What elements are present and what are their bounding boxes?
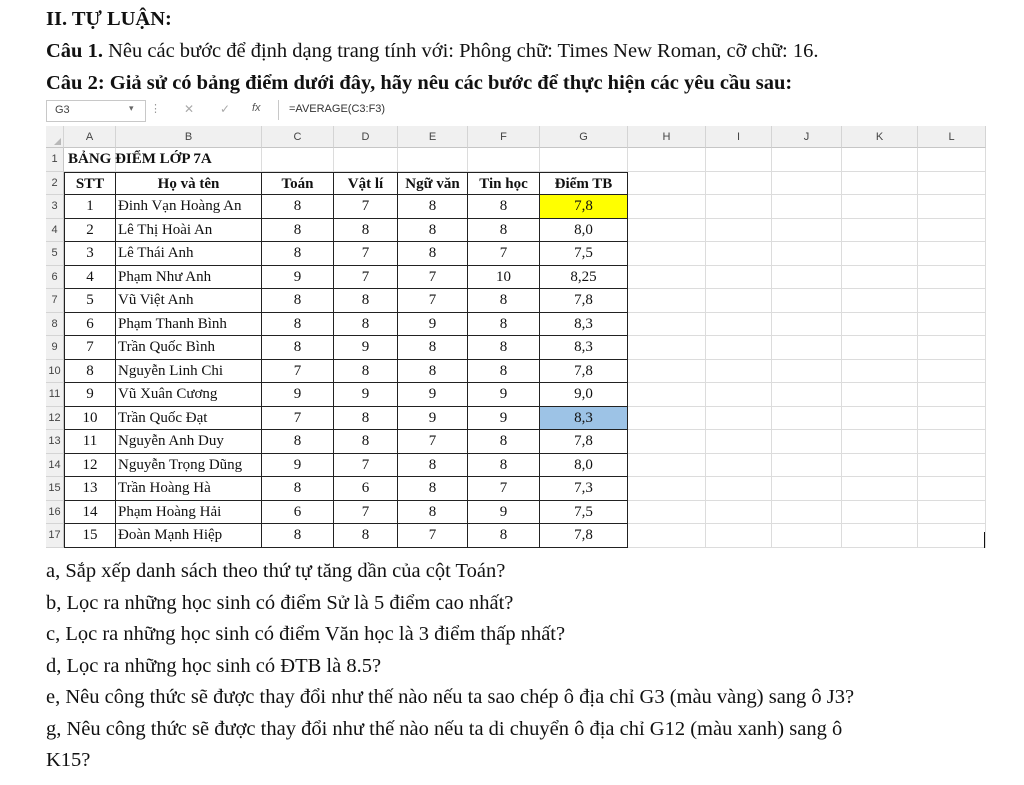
table-cell[interactable]: 13 (64, 477, 116, 501)
row-header[interactable]: 7 (46, 289, 64, 313)
table-cell[interactable]: 8 (468, 430, 540, 454)
grid-cell[interactable] (628, 407, 706, 431)
grid-cell[interactable] (706, 336, 772, 360)
average-cell[interactable]: 7,5 (540, 501, 628, 525)
table-cell[interactable]: Phạm Thanh Bình (116, 313, 262, 337)
average-cell[interactable]: 8,0 (540, 219, 628, 243)
row-header[interactable]: 17 (46, 524, 64, 548)
average-cell[interactable]: 7,3 (540, 477, 628, 501)
grid-cell[interactable] (842, 477, 918, 501)
grip-icon: ⋮ (150, 103, 161, 115)
row-header[interactable]: 2 (46, 172, 64, 196)
grid-cell[interactable] (468, 148, 540, 172)
table-cell[interactable]: 9 (468, 383, 540, 407)
table-cell[interactable]: Nguyễn Trọng Dũng (116, 454, 262, 478)
table-cell[interactable]: 8 (334, 219, 398, 243)
table-cell[interactable]: 6 (262, 501, 334, 525)
grid-cell[interactable] (628, 383, 706, 407)
table-cell[interactable]: 9 (398, 313, 468, 337)
question-1-text: Nêu các bước để định dạng trang tính với: Phông chữ: Times New Roman, cỡ chữ: 16. (102, 40, 819, 62)
table-cell[interactable]: 8 (334, 360, 398, 384)
table-cell[interactable]: 8 (334, 524, 398, 548)
grid-cell[interactable] (772, 266, 842, 290)
grid-cell[interactable] (628, 266, 706, 290)
table-cell[interactable]: Đoàn Mạnh Hiệp (116, 524, 262, 548)
row-header[interactable]: 5 (46, 242, 64, 266)
table-cell[interactable]: Lê Thị Hoài An (116, 219, 262, 243)
grid-cell[interactable] (918, 313, 986, 337)
grid-cell[interactable] (706, 454, 772, 478)
grid-cell[interactable] (842, 313, 918, 337)
table-cell[interactable]: 8 (398, 195, 468, 219)
table-cell[interactable]: Vũ Việt Anh (116, 289, 262, 313)
table-cell[interactable]: 8 (398, 336, 468, 360)
table-cell[interactable]: 8 (468, 219, 540, 243)
average-cell[interactable]: 9,0 (540, 383, 628, 407)
table-cell[interactable]: 7 (334, 242, 398, 266)
grid-cell[interactable] (628, 242, 706, 266)
grid-cell[interactable] (540, 148, 628, 172)
table-cell[interactable]: 11 (64, 430, 116, 454)
column-header-h[interactable]: H (628, 126, 706, 148)
table-cell[interactable]: 8 (262, 313, 334, 337)
grid-cell[interactable] (918, 219, 986, 243)
table-cell[interactable]: 8 (398, 477, 468, 501)
table-cell[interactable]: 10 (468, 266, 540, 290)
table-cell[interactable]: 1 (64, 195, 116, 219)
table-cell[interactable]: Nguyễn Anh Duy (116, 430, 262, 454)
table-cell[interactable]: 8 (262, 219, 334, 243)
table-cell[interactable]: 9 (262, 454, 334, 478)
grid-cell[interactable] (918, 289, 986, 313)
table-cell[interactable]: 7 (398, 289, 468, 313)
table-cell[interactable]: 8 (64, 360, 116, 384)
table-cell[interactable]: 14 (64, 501, 116, 525)
table-header-cell[interactable]: Họ và tên (116, 172, 262, 196)
table-cell[interactable]: 8 (468, 195, 540, 219)
grid-cell[interactable] (706, 219, 772, 243)
grid-cell[interactable] (842, 195, 918, 219)
grid-cell[interactable] (628, 219, 706, 243)
question-item: K15? (46, 749, 91, 771)
grid-cell[interactable] (842, 266, 918, 290)
table-cell[interactable]: 7 (398, 524, 468, 548)
table-cell[interactable]: 7 (398, 266, 468, 290)
average-cell[interactable]: 7,8 (540, 430, 628, 454)
table-cell[interactable]: Phạm Như Anh (116, 266, 262, 290)
average-cell[interactable]: 7,8 (540, 195, 628, 219)
grid-cell[interactable] (772, 407, 842, 431)
row-header[interactable]: 16 (46, 501, 64, 525)
question-item: g, Nêu công thức sẽ được thay đổi như thế nào nếu ta di chuyển ô địa chỉ G12 (màu xanh) sang ô (46, 717, 843, 740)
table-header-cell[interactable]: Ngữ văn (398, 172, 468, 196)
table-cell[interactable]: Đinh Vạn Hoàng An (116, 195, 262, 219)
table-cell[interactable]: 7 (262, 360, 334, 384)
grid-cell[interactable] (842, 360, 918, 384)
average-cell[interactable]: 8,0 (540, 454, 628, 478)
column-header-l[interactable]: L (918, 126, 986, 148)
column-header-d[interactable]: D (334, 126, 398, 148)
grid-cell[interactable] (918, 148, 986, 172)
table-cell[interactable]: 9 (64, 383, 116, 407)
table-cell[interactable]: 7 (262, 407, 334, 431)
table-cell[interactable]: 8 (334, 313, 398, 337)
grid-cell[interactable] (772, 454, 842, 478)
grid-cell[interactable] (772, 313, 842, 337)
grid-cell[interactable] (628, 148, 706, 172)
grid-cell[interactable] (842, 289, 918, 313)
grid-cell[interactable] (842, 501, 918, 525)
row-header[interactable]: 3 (46, 195, 64, 219)
average-cell[interactable]: 8,3 (540, 313, 628, 337)
select-all-corner[interactable] (46, 126, 64, 148)
grid-cell[interactable] (918, 360, 986, 384)
grid-cell[interactable] (706, 501, 772, 525)
table-cell[interactable]: 8 (398, 501, 468, 525)
grid-cell[interactable] (842, 242, 918, 266)
table-cell[interactable]: 8 (468, 454, 540, 478)
grid-cell[interactable] (842, 219, 918, 243)
grid-cell[interactable] (628, 195, 706, 219)
column-header-j[interactable]: J (772, 126, 842, 148)
grid-cell[interactable] (772, 336, 842, 360)
column-header-c[interactable]: C (262, 126, 334, 148)
table-cell[interactable]: 8 (262, 477, 334, 501)
grid-cell[interactable] (918, 383, 986, 407)
table-cell[interactable]: 7 (468, 242, 540, 266)
grid-cell[interactable] (706, 242, 772, 266)
row-header[interactable]: 15 (46, 477, 64, 501)
grid-cell[interactable] (918, 195, 986, 219)
grid-cell[interactable] (842, 430, 918, 454)
grid-cell[interactable] (706, 289, 772, 313)
grid-cell[interactable] (772, 360, 842, 384)
grid-cell[interactable] (842, 336, 918, 360)
table-cell[interactable]: 6 (64, 313, 116, 337)
grid-cell[interactable] (842, 148, 918, 172)
table-cell[interactable]: 8 (398, 242, 468, 266)
table-cell[interactable]: 6 (334, 477, 398, 501)
average-cell[interactable]: 7,8 (540, 289, 628, 313)
table-cell[interactable]: 9 (334, 383, 398, 407)
grid-cell[interactable] (628, 430, 706, 454)
table-cell[interactable]: Nguyễn Linh Chi (116, 360, 262, 384)
row-header[interactable]: 4 (46, 219, 64, 243)
table-cell[interactable]: 8 (262, 524, 334, 548)
table-cell[interactable]: 7 (398, 430, 468, 454)
grid-cell[interactable] (628, 289, 706, 313)
average-cell[interactable]: 7,8 (540, 360, 628, 384)
average-cell[interactable]: 8,25 (540, 266, 628, 290)
table-cell[interactable]: 8 (468, 360, 540, 384)
column-header-a[interactable]: A (64, 126, 116, 148)
grid-cell[interactable] (918, 454, 986, 478)
grid-cell[interactable] (628, 454, 706, 478)
section-heading: II. TỰ LUẬN: (46, 8, 172, 30)
cancel-icon[interactable]: ✕ (184, 102, 195, 116)
table-cell[interactable]: 10 (64, 407, 116, 431)
table-cell[interactable]: Trần Quốc Bình (116, 336, 262, 360)
grid-cell[interactable] (918, 501, 986, 525)
grid-cell[interactable] (706, 360, 772, 384)
table-cell[interactable]: 7 (334, 266, 398, 290)
grid-cell[interactable] (842, 407, 918, 431)
grid-cell[interactable] (628, 313, 706, 337)
column-header-e[interactable]: E (398, 126, 468, 148)
table-cell[interactable]: 8 (398, 454, 468, 478)
grid-cell[interactable] (842, 454, 918, 478)
table-cell[interactable]: 9 (398, 407, 468, 431)
grid-cell[interactable] (628, 477, 706, 501)
column-header-i[interactable]: I (706, 126, 772, 148)
question-item: b, Lọc ra những học sinh có điểm Sử là 5 điểm cao nhất? (46, 591, 514, 614)
grid-cell[interactable] (842, 524, 918, 548)
sheet-title: BẢNG ĐIỂM LỚP 7A (68, 151, 212, 167)
row-header[interactable]: 14 (46, 454, 64, 478)
table-cell[interactable]: 9 (262, 266, 334, 290)
table-cell[interactable]: 7 (64, 336, 116, 360)
grid-cell[interactable] (918, 477, 986, 501)
table-cell[interactable]: 7 (468, 477, 540, 501)
grid-cell[interactable] (706, 407, 772, 431)
select-all-icon (54, 138, 61, 145)
question-item: d, Lọc ra những học sinh có ĐTB là 8.5? (46, 654, 382, 677)
grid-cell[interactable] (772, 477, 842, 501)
grid-cell[interactable] (706, 172, 772, 196)
table-cell[interactable]: 2 (64, 219, 116, 243)
grid-cell[interactable] (918, 407, 986, 431)
table-cell[interactable]: 9 (262, 383, 334, 407)
row-header[interactable]: 8 (46, 313, 64, 337)
grid-cell[interactable] (918, 336, 986, 360)
table-cell[interactable]: 8 (468, 289, 540, 313)
table-cell[interactable]: 9 (398, 383, 468, 407)
grid-cell[interactable] (628, 524, 706, 548)
table-cell[interactable]: 7 (334, 501, 398, 525)
grid-cell[interactable] (628, 501, 706, 525)
table-cell[interactable]: 8 (262, 430, 334, 454)
table-cell[interactable]: 9 (468, 407, 540, 431)
table-cell[interactable]: 3 (64, 242, 116, 266)
grid-cell[interactable] (706, 383, 772, 407)
table-header-cell[interactable]: STT (64, 172, 116, 196)
table-header-cell[interactable]: Vật lí (334, 172, 398, 196)
table-cell[interactable]: 8 (262, 336, 334, 360)
table-cell[interactable]: 7 (334, 454, 398, 478)
name-box[interactable] (46, 100, 146, 122)
grid-cell[interactable] (706, 195, 772, 219)
question-item: e, Nêu công thức sẽ được thay đổi như thế nào nếu ta sao chép ô địa chỉ G3 (màu vàng) sang ô J3? (46, 686, 855, 708)
grid-cell[interactable] (628, 360, 706, 384)
column-header-g[interactable]: G (540, 126, 628, 148)
table-cell[interactable]: Phạm Hoàng Hải (116, 501, 262, 525)
name-box-value: G3 (55, 104, 70, 116)
chevron-down-icon[interactable]: ▾ (129, 103, 134, 113)
table-cell[interactable]: 8 (398, 219, 468, 243)
table-cell[interactable]: Lê Thái Anh (116, 242, 262, 266)
grid-cell[interactable] (772, 219, 842, 243)
question-item: a, Sắp xếp danh sách theo thứ tự tăng dần của cột Toán? (46, 560, 506, 582)
text-cursor (984, 532, 985, 548)
grid-cell[interactable] (772, 172, 842, 196)
grid-cell[interactable] (706, 266, 772, 290)
grid-cell[interactable] (706, 430, 772, 454)
table-header-cell[interactable]: Điểm TB (540, 172, 628, 196)
grid-cell[interactable] (772, 430, 842, 454)
grid-cell[interactable] (628, 172, 706, 196)
grid-cell[interactable] (706, 524, 772, 548)
table-cell[interactable]: 8 (398, 360, 468, 384)
table-cell[interactable]: 5 (64, 289, 116, 313)
formula-bar (46, 100, 982, 122)
table-cell[interactable]: 8 (468, 336, 540, 360)
table-cell[interactable]: 8 (468, 524, 540, 548)
grid-cell[interactable] (842, 383, 918, 407)
column-header-k[interactable]: K (842, 126, 918, 148)
row-header[interactable]: 1 (46, 148, 64, 172)
formula-text: =AVERAGE(C3:F3) (289, 103, 386, 115)
table-cell[interactable]: 15 (64, 524, 116, 548)
table-cell[interactable]: 9 (334, 336, 398, 360)
grid-cell[interactable] (706, 148, 772, 172)
grid-cell[interactable] (628, 336, 706, 360)
grid-cell[interactable] (398, 148, 468, 172)
table-cell[interactable]: 8 (334, 407, 398, 431)
table-cell[interactable]: 9 (468, 501, 540, 525)
table-cell[interactable]: Trần Quốc Đạt (116, 407, 262, 431)
average-cell[interactable]: 8,3 (540, 407, 628, 431)
column-header-b[interactable]: B (116, 126, 262, 148)
table-cell[interactable]: 4 (64, 266, 116, 290)
table-cell[interactable]: 8 (334, 289, 398, 313)
question-2: Câu 2: Giả sử có bảng điểm dưới đây, hãy nêu các bước để thực hiện các yêu cầu sau: (46, 72, 793, 94)
question-1-label: Câu 1. (46, 40, 103, 62)
table-header-cell[interactable]: Toán (262, 172, 334, 196)
grid-cell[interactable] (772, 289, 842, 313)
grid-cell[interactable] (334, 148, 398, 172)
table-cell[interactable]: 8 (334, 430, 398, 454)
table-cell[interactable]: 8 (262, 289, 334, 313)
table-cell[interactable]: 8 (262, 242, 334, 266)
column-header-f[interactable]: F (468, 126, 540, 148)
row-header[interactable]: 11 (46, 383, 64, 407)
grid-cell[interactable] (918, 242, 986, 266)
grid-cell[interactable] (772, 383, 842, 407)
row-header[interactable]: 9 (46, 336, 64, 360)
row-header[interactable]: 10 (46, 360, 64, 384)
average-cell[interactable]: 7,5 (540, 242, 628, 266)
table-cell[interactable]: Trần Hoàng Hà (116, 477, 262, 501)
question-item: c, Lọc ra những học sinh có điểm Văn học là 3 điểm thấp nhất? (46, 623, 566, 645)
formula-input[interactable] (278, 100, 981, 120)
row-header[interactable]: 13 (46, 430, 64, 454)
grid-cell[interactable] (772, 501, 842, 525)
average-cell[interactable]: 8,3 (540, 336, 628, 360)
row-header[interactable]: 6 (46, 266, 64, 290)
table-cell[interactable]: 7 (334, 195, 398, 219)
enter-icon[interactable]: ✓ (220, 102, 231, 116)
table-header-cell[interactable]: Tin học (468, 172, 540, 196)
spreadsheet-grid (46, 126, 982, 550)
grid-cell[interactable] (772, 242, 842, 266)
insert-function-icon[interactable]: fx (252, 102, 261, 114)
grid-cell[interactable] (918, 172, 986, 196)
grid-cell[interactable] (772, 195, 842, 219)
table-cell[interactable]: 8 (468, 313, 540, 337)
grid-cell[interactable] (842, 172, 918, 196)
grid-cell[interactable] (918, 524, 986, 548)
grid-cell[interactable] (918, 266, 986, 290)
grid-cell[interactable] (772, 148, 842, 172)
question-1 (46, 40, 818, 63)
table-cell[interactable]: 12 (64, 454, 116, 478)
grid-cell[interactable] (918, 430, 986, 454)
grid-cell[interactable] (706, 477, 772, 501)
grid-cell[interactable] (706, 313, 772, 337)
average-cell[interactable]: 7,8 (540, 524, 628, 548)
table-cell[interactable]: Vũ Xuân Cương (116, 383, 262, 407)
table-cell[interactable]: 8 (262, 195, 334, 219)
row-header[interactable]: 12 (46, 407, 64, 431)
grid-cell[interactable] (772, 524, 842, 548)
